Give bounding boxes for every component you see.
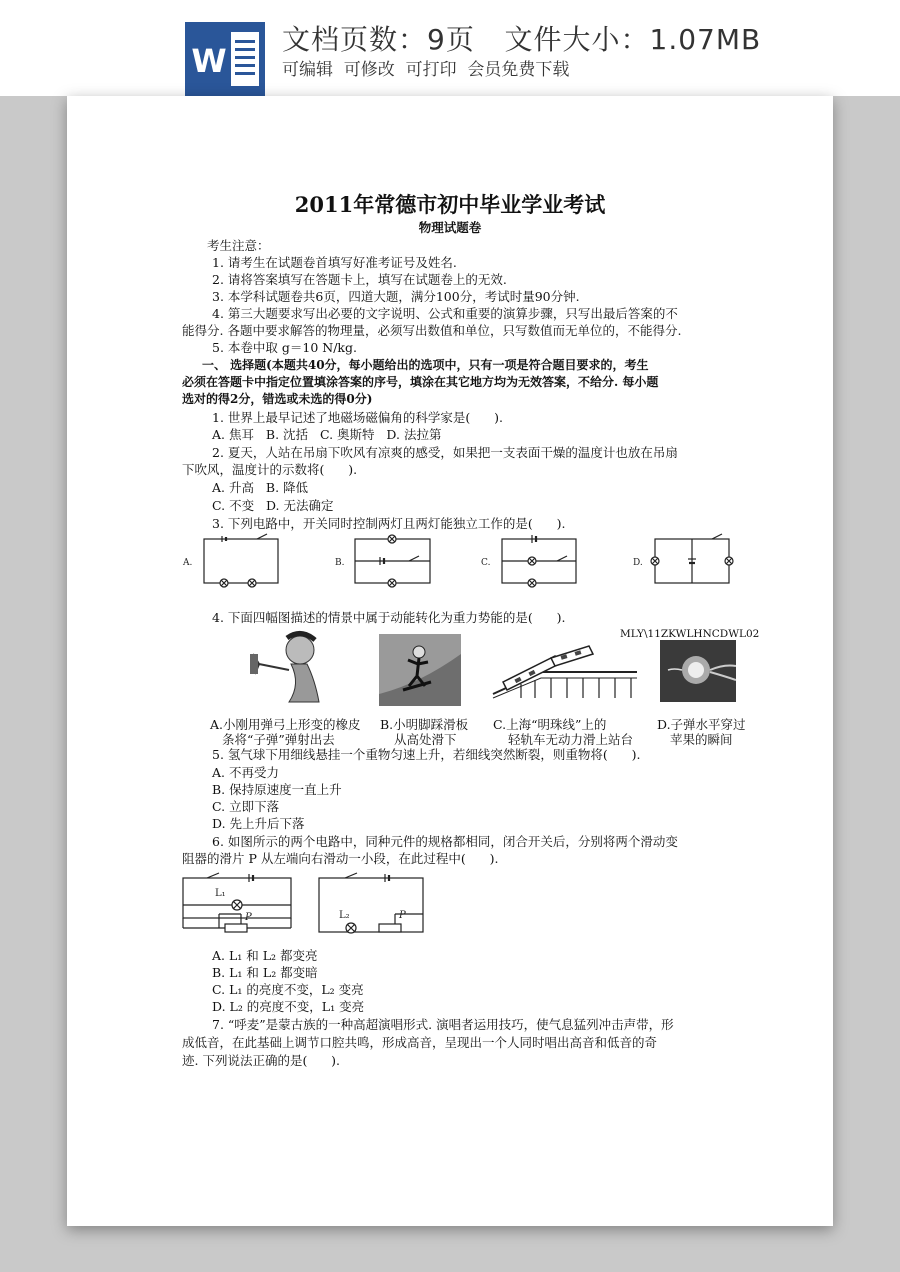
light-rail-image (491, 642, 639, 700)
q6-circuits (179, 872, 439, 942)
q4-caption-b: 从高处滑下 (394, 732, 457, 747)
svg-text:W: W (191, 42, 227, 80)
question-6-option: C. L₁ 的亮度不变，L₂ 变亮 (212, 982, 364, 997)
question-5-option: D. 先上升后下落 (212, 816, 305, 831)
question-5-option: A. 不再受力 (212, 765, 279, 780)
question-6: 6. 如图所示的两个电路中，同种元件的规格都相同，闭合开关后，分别将两个滑动变 (212, 834, 678, 849)
q4-caption-b: B.小明脚踩滑板 (380, 717, 469, 732)
q4-caption-d: 苹果的瞬间 (670, 732, 733, 747)
question-2: 2. 夏天，人站在吊扇下吹风有凉爽的感受，如果把一支表面干燥的温度计也放在吊扇 (212, 445, 678, 460)
doc-title: 2011年常德市初中毕业学业考试 (294, 192, 606, 217)
question-2-options: C. 不变 D. 无法确定 (212, 498, 334, 513)
skateboard-image (379, 634, 461, 706)
notice-line: 4. 第三大题要求写出必要的文字说明、公式和重要的演算步骤，只写出最后答案的不 (212, 306, 678, 321)
notice-line: 能得分. 各题中要求解答的物理量，必须写出数值和单位，只写数值而无单位的，不能得分. (182, 323, 682, 338)
question-5-option: B. 保持原速度一直上升 (212, 782, 342, 797)
question-3: 3. 下列电路中，开关同时控制两灯且两灯能独立工作的是( ). (212, 516, 566, 531)
question-7: 成低音，在此基础上调节口腔共鸣，形成高音，呈现出一个人同时唱出高音和低音的奇 (182, 1035, 658, 1050)
svg-text:P: P (399, 910, 406, 921)
q4-caption-c: C.上海“明珠线”上的 (493, 717, 607, 732)
q4-caption-a: 条将“子弹”弹射出去 (222, 732, 335, 747)
q4-caption-d: D.子弹水平穿过 (657, 717, 746, 732)
figure-code: MLY\11ZKWLHNCDWL02 (620, 628, 760, 640)
slingshot-boy-image (245, 628, 335, 708)
notice-line: 2. 请将答案填写在答题卡上，填写在试题卷上的无效. (212, 272, 507, 287)
doc-subtitle: 物理试题卷 (418, 220, 482, 235)
notice-line: 5. 本卷中取 g＝10 N/kg. (212, 340, 357, 355)
banner-subtitle: 可编辑 可修改 可打印 会员免费下载 (282, 60, 570, 80)
question-2: 下吹风，温度计的示数将( ). (182, 462, 358, 477)
q4-caption-a: A.小刚用弹弓上形变的橡皮 (210, 717, 361, 732)
banner-title: 文档页数：9页 文件大小：1.07MB (282, 23, 762, 56)
q4-caption-c: 轻轨车无动力滑上站台 (508, 732, 634, 747)
bullet-apple-image (660, 640, 736, 702)
question-6-option: B. L₁ 和 L₂ 都变暗 (212, 965, 318, 980)
download-banner (0, 0, 900, 96)
question-7: 7. “呼麦”是蒙古族的一种高超演唱形式. 演唱者运用技巧，使气息猛列冲击声带，形 (212, 1017, 674, 1032)
question-7: 迹. 下列说法正确的是( ). (182, 1053, 341, 1068)
q3-circuits (177, 532, 767, 592)
svg-text:L₂: L₂ (339, 910, 350, 921)
question-1: 1. 世界上最早记述了地磁场磁偏角的科学家是( ). (212, 410, 503, 425)
section-heading: 选对的得2分，错选或未选的得0分) (182, 392, 373, 406)
notice-head: 考生注意： (207, 238, 270, 253)
question-1-options: A. 焦耳 B. 沈括 C. 奥斯特 D. 法拉第 (212, 427, 442, 442)
svg-text:D.: D. (633, 558, 643, 568)
word-document-icon (185, 22, 265, 96)
document-page (67, 96, 833, 1226)
question-5-option: C. 立即下落 (212, 799, 280, 814)
question-6-option: A. L₁ 和 L₂ 都变亮 (212, 948, 318, 963)
notice-line: 3. 本学科试题卷共6页，四道大题，满分100分，考试时量90分钟. (212, 289, 580, 304)
question-6-option: D. L₂ 的亮度不变，L₁ 变亮 (212, 999, 365, 1014)
notice-line: 1. 请考生在试题卷首填写好准考证号及姓名. (212, 255, 457, 270)
question-5: 5. 氢气球下用细线悬挂一个重物匀速上升，若细线突然断裂，则重物将( ). (212, 747, 641, 762)
question-4: 4. 下面四幅图描述的情景中属于动能转化为重力势能的是( ). (212, 610, 566, 625)
svg-text:L₁: L₁ (215, 888, 226, 899)
svg-text:P: P (245, 912, 252, 923)
question-2-options: A. 升高 B. 降低 (212, 480, 309, 495)
section-heading: 必须在答题卡中指定位置填涂答案的序号，填涂在其它地方均为无效答案，不给分. 每小题 (182, 375, 659, 389)
svg-text:A.: A. (183, 558, 193, 568)
svg-text:B.: B. (335, 558, 345, 568)
question-6: 阻器的滑片 P 从左端向右滑动一小段，在此过程中( ). (182, 851, 499, 866)
section-heading: 一、 选择题(本题共40分，每小题给出的选项中，只有一项是符合题目要求的，考生 (202, 358, 649, 372)
svg-text:C.: C. (481, 558, 491, 568)
